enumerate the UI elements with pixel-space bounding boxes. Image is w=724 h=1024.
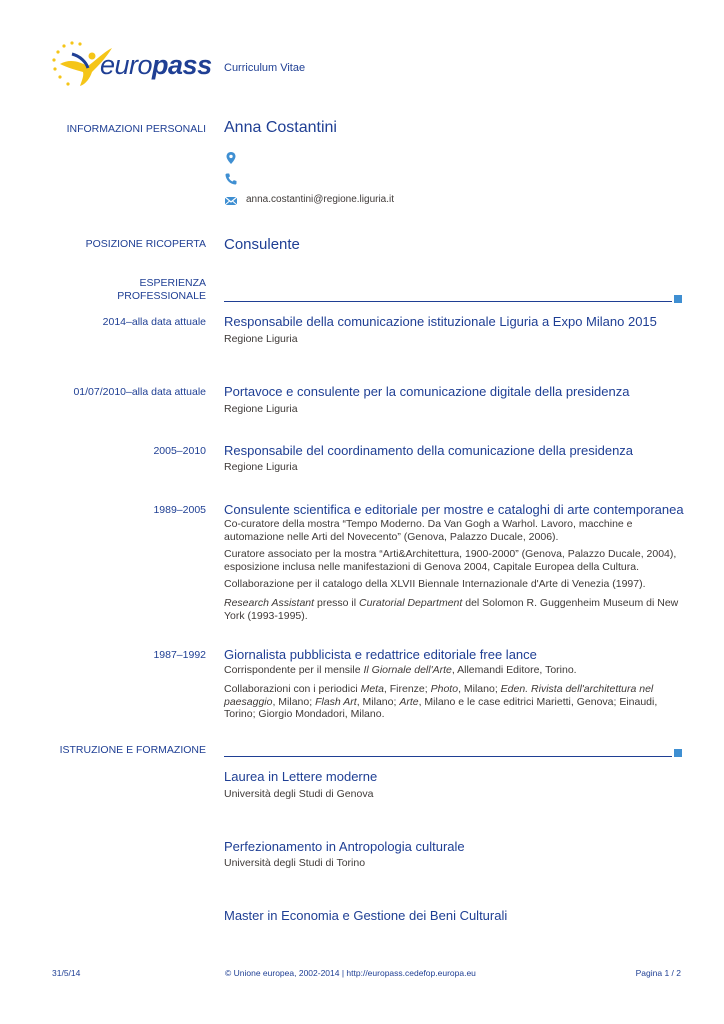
logo-pass: pass	[152, 50, 212, 80]
text: del Solomon R. Guggenheim Museum di New York (1993-1995).	[224, 597, 679, 622]
exp-title: Responsabile del coordinamento della comunicazione della presidenza	[224, 443, 634, 458]
italic-text: Curatorial Department	[359, 597, 463, 609]
exp-paragraph	[224, 597, 684, 622]
position-value: Consulente	[224, 236, 300, 253]
exp-paragraph	[224, 683, 684, 721]
text: Collaborazioni con i periodici	[224, 683, 361, 695]
footer-date: 31/5/14	[52, 968, 81, 978]
email-icon	[224, 194, 238, 208]
education-square	[674, 749, 682, 757]
italic-text: Arte	[399, 695, 419, 708]
education-label: ISTRUZIONE E FORMAZIONE	[59, 744, 206, 756]
text: , Milano e le case editrici Marietti, Genova; Einaudi, Torino; Giorgio Mondadori, Milano.	[224, 695, 658, 720]
text: presso il	[314, 597, 360, 609]
exp-title: Responsabile della comunicazione istituzionale Liguria a Expo Milano 2015	[224, 314, 657, 329]
exp-title: Consulente scientifica e editoriale per mostre e cataloghi di arte contemporanea	[224, 502, 684, 517]
edu-title: Perfezionamento in Antropologia culturale	[224, 839, 465, 854]
text: Corrispondente per il mensile	[224, 664, 364, 676]
exp-date: 1989–2005	[153, 504, 206, 516]
italic-text: Eden. Rivista dell'architettura nel paesaggio	[224, 683, 654, 708]
experience-rule	[224, 301, 672, 302]
exp-org: Regione Liguria	[224, 461, 298, 473]
exp-date: 01/07/2010–alla data attuale	[73, 386, 206, 398]
exp-title: Portavoce e consulente per la comunicazione digitale della presidenza	[224, 384, 630, 399]
edu-title: Master in Economia e Gestione dei Beni Culturali	[224, 908, 508, 923]
text: , Firenze;	[383, 683, 431, 695]
exp-date: 2014–alla data attuale	[102, 316, 206, 328]
europass-logo	[50, 40, 210, 90]
exp-org: Regione Liguria	[224, 333, 298, 345]
phone-icon	[224, 172, 238, 186]
exp-paragraph: Curatore associato per la mostra “Arti&Architettura, 1900-2000” (Genova, Palazzo Ducale, 2004), esposizione inclusa nelle manifestazioni di Genova 2004, Capitale Europea della Cultura.	[224, 548, 677, 573]
footer-page: Pagina 1 / 2	[635, 968, 681, 978]
exp-date: 1987–1992	[153, 649, 206, 661]
person-name: Anna Costantini	[224, 119, 337, 136]
email-value[interactable]: anna.costantini@regione.liguria.it	[246, 194, 395, 205]
edu-org: Università degli Studi di Genova	[224, 788, 374, 800]
italic-text: Photo	[430, 683, 459, 695]
location-pin-icon	[224, 151, 238, 165]
exp-title: Giornalista pubblicista e redattrice editoriale free lance	[224, 647, 537, 662]
education-rule	[224, 756, 672, 757]
experience-label	[117, 277, 206, 303]
text: , Allemandi Editore, Torino.	[451, 664, 577, 676]
italic-text: Meta	[360, 683, 384, 695]
edu-title: Laurea in Lettere moderne	[224, 769, 378, 784]
exp-date: 2005–2010	[153, 445, 206, 457]
text: , Milano;	[458, 683, 501, 695]
doc-title: Curriculum Vitae	[224, 62, 306, 74]
position-label: POSIZIONE RICOPERTA	[85, 238, 206, 250]
text: , Milano;	[356, 695, 400, 708]
italic-text: Research Assistant	[224, 597, 315, 609]
italic-text: Il Giornale dell'Arte	[363, 664, 452, 676]
logo-euro: euro	[100, 50, 153, 80]
exp-paragraph	[224, 664, 684, 677]
exp-paragraph: Collaborazione per il catalogo della XLVII Biennale Internazionale d'Arte di Venezia (1997).	[224, 578, 646, 590]
edu-org: Università degli Studi di Torino	[224, 857, 366, 869]
experience-label-line2: PROFESSIONALE	[117, 290, 206, 302]
personal-info-label: INFORMAZIONI PERSONALI	[66, 123, 206, 135]
text: , Milano;	[272, 695, 316, 708]
exp-paragraph: Co-curatore della mostra “Tempo Moderno. Da Van Gogh a Warhol. Lavoro, macchine e automazione nelle Arti del Novecento” (Genova, Palazzo Ducale, 2006).	[224, 518, 633, 543]
experience-square	[674, 295, 682, 303]
italic-text: Flash Art	[315, 695, 357, 708]
exp-org: Regione Liguria	[224, 403, 298, 415]
footer-copyright[interactable]: © Unione europea, 2002-2014 | http://europass.cedefop.europa.eu	[225, 968, 476, 978]
experience-label-line1: ESPERIENZA	[139, 277, 206, 289]
